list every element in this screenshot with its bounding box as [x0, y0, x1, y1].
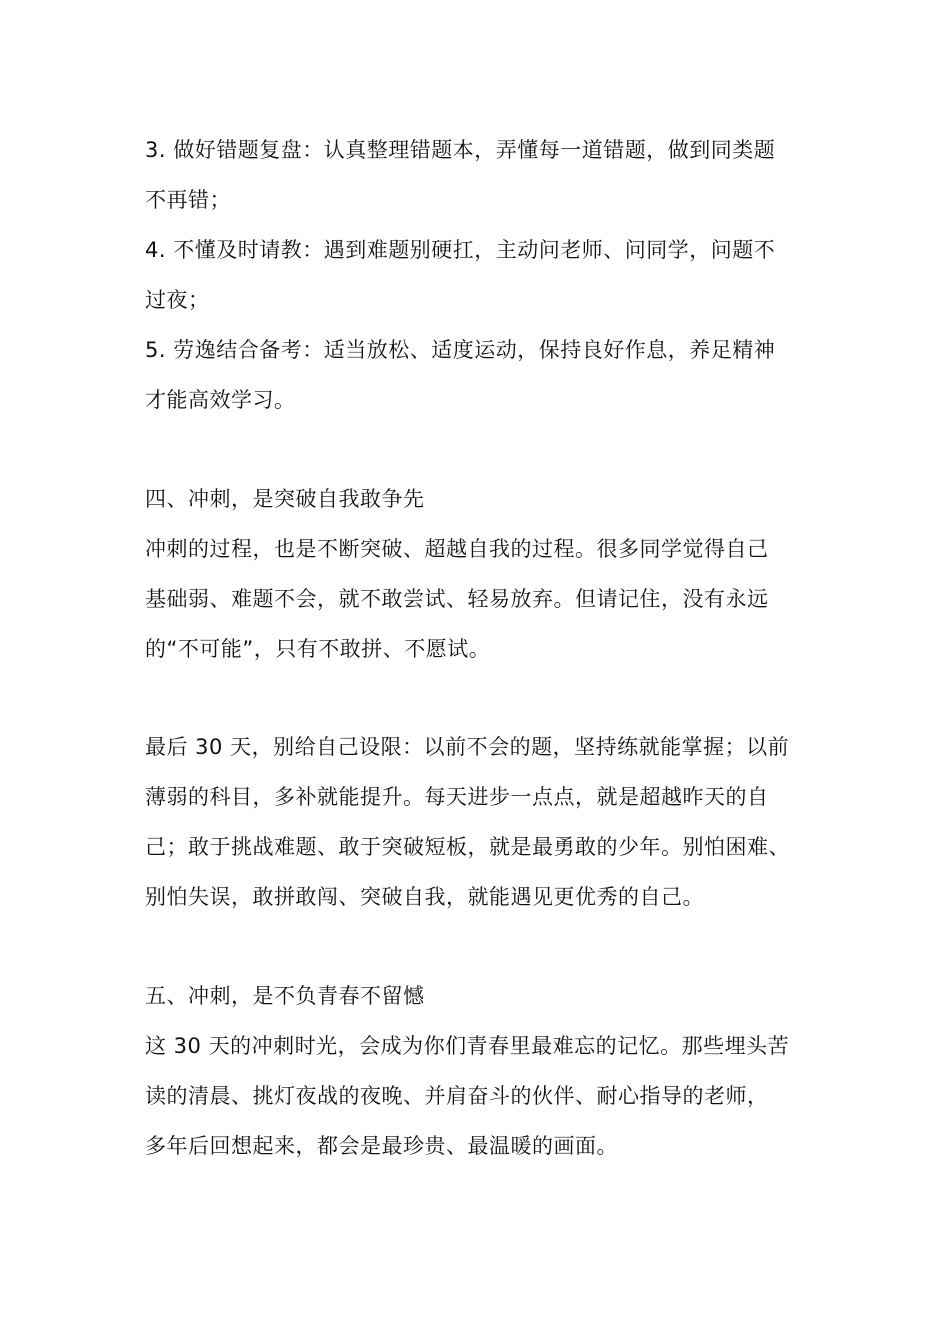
list-item-5-line-2: 才能高效学习。: [145, 388, 296, 412]
section-4-paragraph-1-line-3: 的“不可能”，只有不敢拼、不愿试。: [145, 637, 491, 661]
section-5-paragraph-line-2: 读的清晨、挑灯夜战的夜晚、并肩奋斗的伙伴、耐心指导的老师，: [145, 1084, 769, 1108]
section-5-paragraph-line-3: 多年后回想起来，都会是最珍贵、最温暖的画面。: [145, 1134, 618, 1158]
section-4-paragraph-2-line-1: 最后 30 天，别给自己设限：以前不会的题，坚持练就能掌握；以前: [145, 735, 790, 759]
section-4-paragraph-1-line-1: 冲刺的过程，也是不断突破、超越自我的过程。很多同学觉得自己: [145, 537, 769, 561]
list-item-5-line-1: 5. 劳逸结合备考：适当放松、适度运动，保持良好作息，养足精神: [145, 338, 776, 362]
section-4-paragraph-2-line-2: 薄弱的科目，多补就能提升。每天进步一点点，就是超越昨天的自: [145, 785, 769, 809]
section-5-heading: 五、冲刺，是不负青春不留憾: [145, 984, 425, 1008]
section-4-heading: 四、冲刺，是突破自我敢争先: [145, 487, 425, 511]
list-item-3-line-2: 不再错；: [145, 188, 231, 212]
section-4-paragraph-2-line-3: 己；敢于挑战难题、敢于突破短板，就是最勇敢的少年。别怕困难、: [145, 835, 790, 859]
section-4-paragraph-1-line-2: 基础弱、难题不会，就不敢尝试、轻易放弃。但请记住，没有永远: [145, 587, 769, 611]
list-item-3-line-1: 3. 做好错题复盘：认真整理错题本，弄懂每一道错题，做到同类题: [145, 138, 776, 162]
list-item-4-line-2: 过夜；: [145, 288, 210, 312]
list-item-4-line-1: 4. 不懂及时请教：遇到难题别硬扛，主动问老师、问同学，问题不: [145, 238, 776, 262]
section-5-paragraph-line-1: 这 30 天的冲刺时光，会成为你们青春里最难忘的记忆。那些埋头苦: [145, 1034, 790, 1058]
section-4-paragraph-2-line-4: 别怕失误，敢拼敢闯、突破自我，就能遇见更优秀的自己。: [145, 885, 704, 909]
